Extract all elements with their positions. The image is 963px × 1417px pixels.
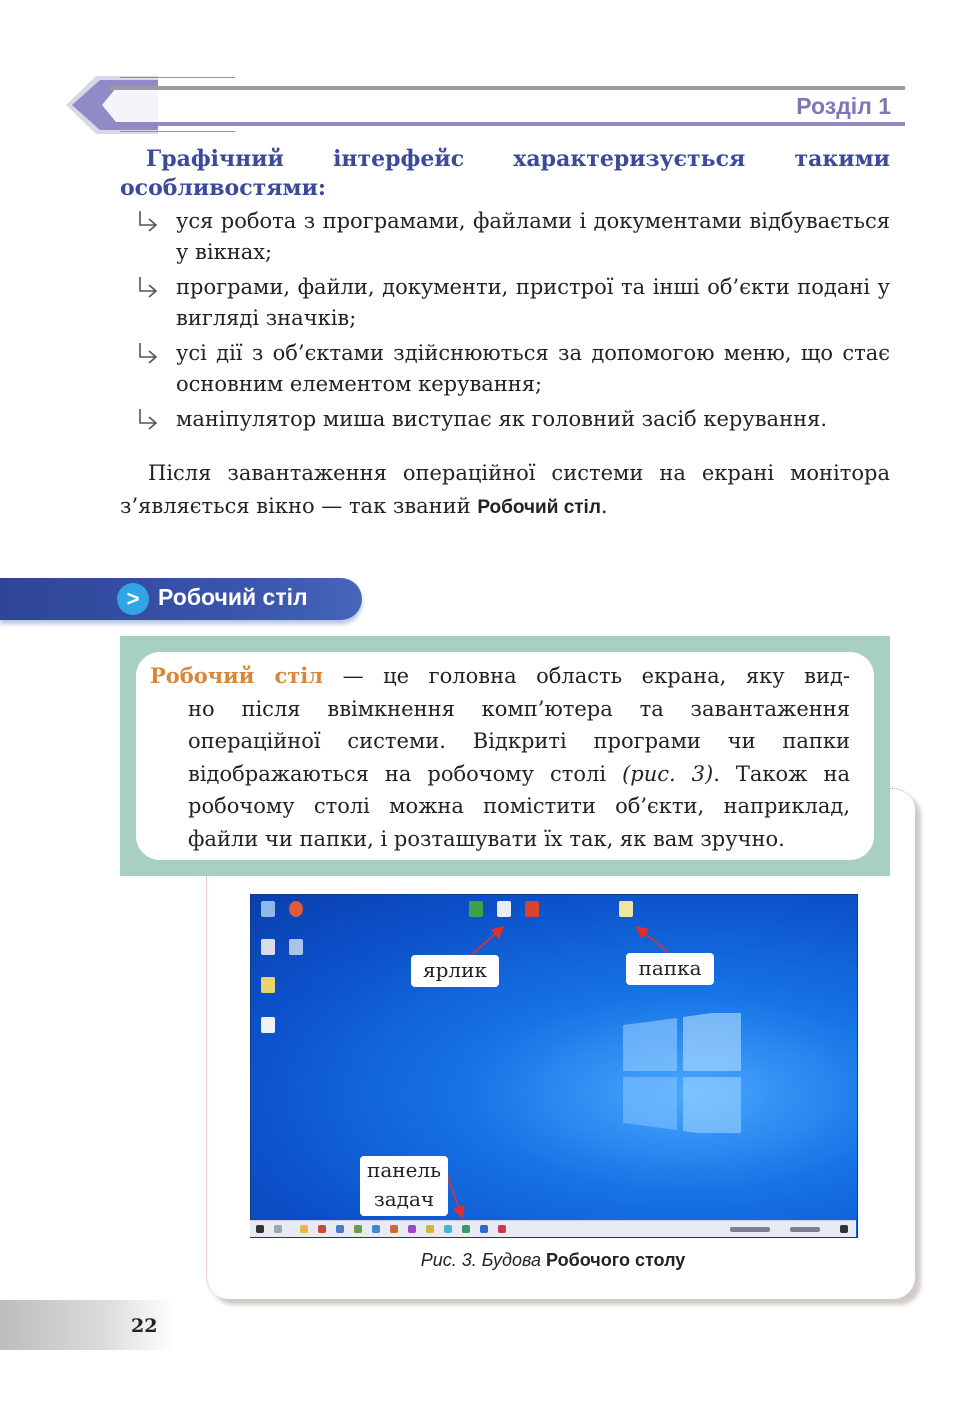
header-thin-rule (120, 131, 235, 132)
folder-arrow (638, 928, 668, 952)
list-item-text: уся робота з програмами, файлами і документами відбувається у вікнах; (176, 209, 890, 264)
term-inline: Робочий стіл (477, 497, 601, 518)
figure-caption: Рис. 3. Будова Робочого столу (420, 1250, 686, 1270)
list-item (133, 272, 890, 334)
hook-arrow-icon (135, 341, 161, 367)
definition-term: Робочий стіл (150, 663, 324, 688)
section-title: Робочий стіл (158, 584, 308, 610)
list-item (133, 338, 890, 400)
intro-heading: Графічний інтерфейс характеризується такими особливостями: (120, 146, 890, 201)
callout-arrows (250, 894, 856, 1236)
hook-arrow-icon (135, 209, 161, 235)
shortcut-callout: ярлик (411, 955, 499, 987)
chevron-right-icon: > (117, 583, 149, 615)
feature-list (133, 206, 890, 439)
list-item-text: програми, файли, документи, пристрої та інші об’єкти подані у вигляді значків; (176, 275, 890, 330)
header-rule-bottom (110, 122, 905, 126)
header-thin-rule (120, 77, 235, 78)
header-rule-top (110, 86, 905, 90)
body-paragraph: Після завантаження операційної системи на екрані монітора з’являється вікно — так званий Робочий стіл. (120, 461, 890, 518)
taskbar-arrow (446, 1172, 462, 1216)
definition-text: Робочий стіл — це головна область екрана, яку вид- но після ввімкнення комп’ютера та завантаження операційної системи. Відкриті програми чи папки відображаються на робочому столі (рис. 3). Також на робочому столі можна помістити об’єкти, наприклад, файли чи папки, і розташувати їх так, як вам зручно. (150, 663, 851, 851)
list-item-text: маніпулятор миша виступає як головний засіб керування. (176, 407, 827, 431)
shortcut-arrow (468, 928, 502, 958)
hook-arrow-icon (135, 275, 161, 301)
header-chevron-icon (58, 72, 158, 138)
page-number: 22 (131, 1315, 158, 1337)
list-item (133, 404, 890, 435)
list-item (133, 206, 890, 268)
folder-callout: папка (626, 953, 714, 985)
hook-arrow-icon (135, 407, 161, 433)
taskbar-callout: панель задач (360, 1156, 448, 1216)
chapter-label: Розділ 1 (796, 93, 891, 119)
list-item-text: усі дії з об’єктами здійснюються за допомогою меню, що стає основним елементом керування; (176, 341, 890, 396)
figure-reference: (рис. 3) (622, 761, 714, 786)
